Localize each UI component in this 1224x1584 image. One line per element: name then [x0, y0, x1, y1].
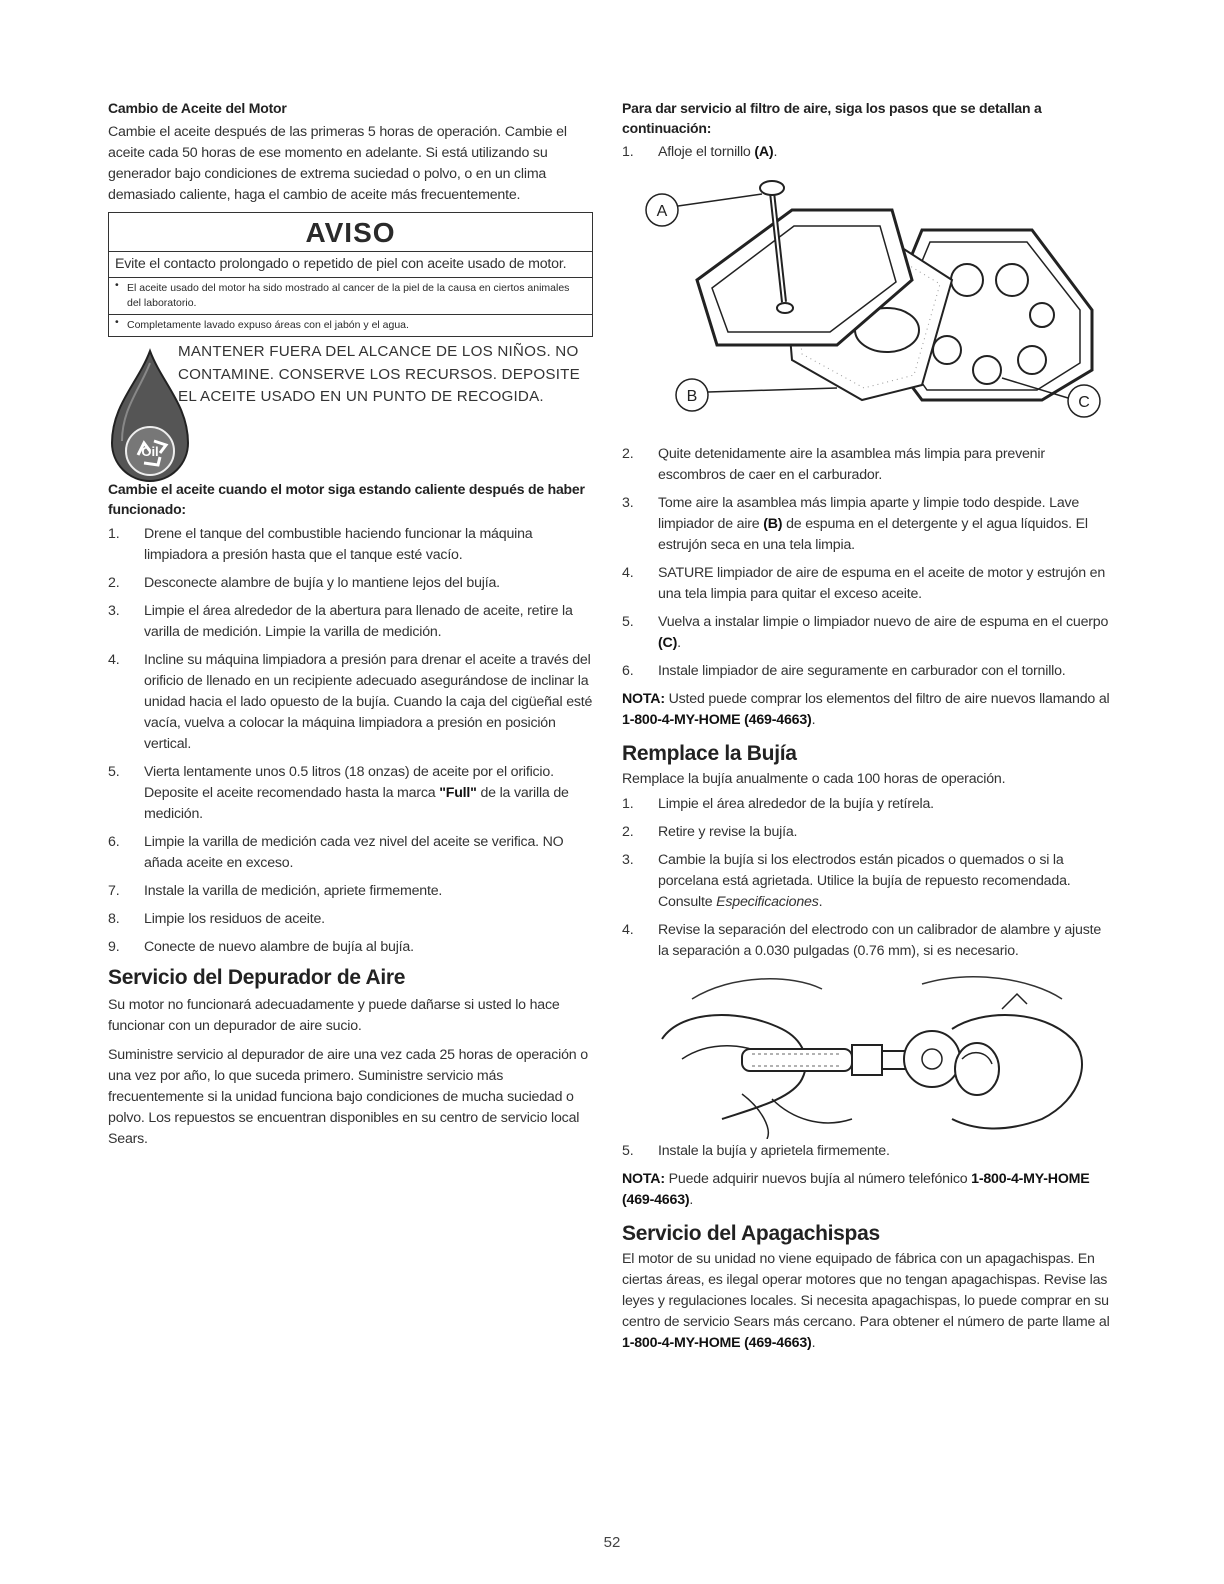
list-item: 5. Instale la bujía y aprietela firmemente.	[622, 1143, 890, 1159]
list-item: 2. Quite detenidamente aire la asamblea más limpia para prevenir escombros de caer en el carburador.	[622, 446, 1045, 483]
list-item: 8. Limpie los residuos de aceite.	[108, 911, 325, 927]
list-item: 1. Limpie el área alrededor de la bujía y retírela.	[622, 796, 934, 812]
page-number: 52	[603, 1534, 621, 1551]
list-item: 2. Retire y revise la bujía.	[622, 824, 798, 840]
bullet-glyph: •	[115, 316, 119, 328]
bullet-glyph: •	[115, 279, 119, 291]
list-item: 6. Limpie la varilla de medición cada vez nivel del aceite se verifica. NO añada aceite en exceso.	[108, 834, 564, 871]
list-item: 6. Instale limpiador de aire seguramente en carburador con el tornillo.	[622, 663, 1066, 679]
spark-arrestor-text: El motor de su unidad no viene equipado de fábrica con un apagachispas. En ciertas áreas, es ilegal operar motores que no tengan apagachispas. Revise las leyes y regulaciones locales. Si necesita apagachispas, lo puede comprar en su centro de servicio Sears más cercano. Para obtener el número de parte llame al 1-800-4-MY-HOME (469-4663).	[622, 1251, 1110, 1351]
left-column	[108, 98, 593, 1150]
list-item: 2. Desconecte alambre de bujía y lo mantiene lejos del bujía.	[108, 575, 500, 591]
aviso-line: Evite el contacto prolongado o repetido de piel con aceite usado de motor.	[109, 252, 592, 278]
list-item: 1. Drene el tanque del combustible haciendo funcionar la máquina limpiadora a presión hasta que el tanque esté vacío.	[108, 526, 533, 563]
air-filter-diagram	[622, 170, 1112, 440]
aviso-bullet-text: El aceite usado del motor ha sido mostrado al cancer de la piel de la causa en ciertos animales del laboratorio.	[127, 282, 570, 309]
filter-heading: Para dar servicio al filtro de aire, siga los pasos que se detallan a continuación:	[622, 100, 1042, 136]
oil-change-heading: Cambio de Aceite del Motor	[108, 100, 287, 116]
filter-steps-list	[622, 444, 1112, 682]
recycle-text: MANTENER FUERA DEL ALCANCE DE LOS NIÑOS. NO CONTAMINE. CONSERVE LOS RECURSOS. DEPOSITE EL ACEITE USADO EN UN PUNTO DE RECOGIDA.	[178, 343, 580, 405]
filter-step1	[622, 142, 1112, 163]
aviso-bullet	[109, 278, 592, 315]
spark-plug-intro: Remplace la bujía anualmente o cada 100 horas de operación.	[622, 771, 1006, 787]
aviso-bullet-text: Completamente lavado expuso áreas con el jabón y el agua.	[127, 319, 409, 331]
oil-steps-list	[108, 524, 593, 958]
aviso-box	[108, 212, 593, 337]
label-a: A	[656, 203, 668, 220]
list-item: 9. Conecte de nuevo alambre de bujía al bujía.	[108, 939, 414, 955]
air-cleaner-p2: Suministre servicio al depurador de aire una vez cada 25 horas de operación o una vez por año, lo que suceda primero. Suministre servicio más frecuentemente si la unidad funciona bajo condiciones de mucha suciedad o polvo. Los repuestos se encuentran disponibles en su centro de servicio local Sears.	[108, 1047, 588, 1147]
list-item: 5. Vierta lentamente unos 0.5 litros (18 onzas) de aceite por el orificio. Deposite el aceite recomendado hasta la marca "Full" de la varilla de medición.	[108, 764, 569, 822]
plug-steps-list	[622, 794, 1112, 962]
nota-1: NOTA: Usted puede comprar los elementos del filtro de aire nuevos llamando al 1-800-4-MY-HOME (469-4663).	[622, 691, 1110, 728]
list-item: 3. Tome aire la asamblea más limpia aparte y limpie todo despide. Lave limpiador de aire (B) de espuma en el detergente y el agua líquidos. El estrujón seca en una tela limpia.	[622, 495, 1088, 553]
list-item: 3. Cambie la bujía si los electrodos están picados o quemados o si la porcelana está agrietada. Utilice la bujía de repuesto recomendada. Consulte Especificaciones.	[622, 852, 1071, 910]
list-item: 4. Revise la separación del electrodo con un calibrador de alambre y ajuste la separación a 0.030 pulgadas (0.76 mm), si es necesario.	[622, 922, 1102, 959]
recycle-notice	[108, 341, 593, 537]
oil-icon-label: Oil	[141, 444, 159, 459]
list-item: 1. Afloje el tornillo (A).	[622, 144, 778, 160]
label-c: C	[1078, 394, 1090, 411]
oil-change-intro: Cambie el aceite después de las primeras 5 horas de operación. Cambie el aceite cada 50 horas de ese momento en adelante. Si está utilizando su generador bajo condiciones de extrema suciedad o polvo, o en un clima demasiado caliente, haga el cambio de aceite más frecuentemente.	[108, 124, 567, 203]
list-item: 4. SATURE limpiador de aire de espuma en el aceite de motor y estrujón en una tela limpia para quitar el exceso aceite.	[622, 565, 1106, 602]
aviso-bullet	[109, 315, 592, 336]
list-item: 7. Instale la varilla de medición, apriete firmemente.	[108, 883, 443, 899]
list-item: 4. Incline su máquina limpiadora a presión para drenar el aceite a través del orificio de llenado en un recipiente adecuado asegurándose de inclinar la unidad hacia el lado opuesto de la bujía. Cuando la caja del cigüeñal esté vacía, vuelva a colocar la máquina limpiadora a presión en posición vertical.	[108, 652, 593, 752]
spark-arrestor-heading: Servicio del Apagachispas	[622, 1222, 880, 1245]
list-item: 3. Limpie el área alrededor de la abertura para llenado de aceite, retire la varilla de medición. Limpie la varilla de medición.	[108, 603, 573, 640]
nota-2: NOTA: Puede adquirir nuevos bujía al número telefónico 1-800-4-MY-HOME (469-4663).	[622, 1171, 1090, 1208]
spark-plug-gauge-diagram	[622, 969, 1112, 1139]
spark-plug-heading: Remplace la Bujía	[622, 742, 797, 765]
aviso-title: AVISO	[109, 213, 592, 252]
right-column	[622, 98, 1112, 1354]
plug-step5	[622, 1141, 1112, 1162]
label-b: B	[686, 388, 698, 405]
list-item: 5. Vuelva a instalar limpie o limpiador nuevo de aire de espuma en el cuerpo (C).	[622, 614, 1109, 651]
air-cleaner-p1: Su motor no funcionará adecuadamente y puede dañarse si usted lo hace funcionar con un depurador de aire sucio.	[108, 997, 560, 1034]
air-cleaner-heading: Servicio del Depurador de Aire	[108, 966, 406, 989]
hot-change-heading: Cambie el aceite cuando el motor siga estando caliente después de haber funcionado:	[108, 481, 585, 517]
